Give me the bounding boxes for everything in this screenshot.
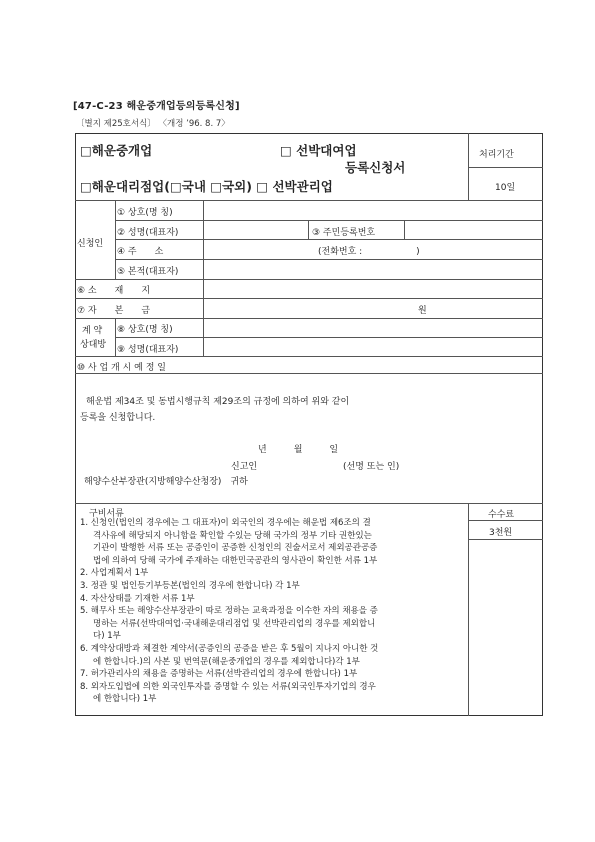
divider	[115, 337, 543, 338]
divider	[75, 318, 543, 319]
list-item: 3. 정관 및 법인등기부등본(법인의 경우에 한합니다) 각 1부	[80, 580, 300, 591]
business-name-label: ① 상호(명 칭)	[117, 208, 173, 218]
divider	[115, 239, 543, 240]
divider	[404, 220, 405, 239]
form-title: 등록신청서	[345, 160, 406, 175]
list-item: 에 한합니다) 1부	[93, 694, 157, 705]
document-id: [47-C-23 해운중개업등의등록신청]	[73, 101, 240, 112]
divider	[115, 220, 543, 221]
list-item: 1. 신청인(법인의 경우에는 그 대표자)이 외국인의 경우에는 해운법 제6조의 결	[80, 518, 371, 528]
divider	[468, 520, 543, 521]
processing-period-label: 처리기간	[479, 150, 514, 160]
divider	[115, 200, 116, 279]
list-item: 4. 자산상태를 기재한 서류 1부	[80, 593, 195, 604]
checkbox-shipping-brokerage[interactable]: □해운중개업	[80, 143, 153, 158]
registered-domicile-label: ⑤ 본적(대표자)	[117, 267, 179, 277]
address-label: ④ 주 소	[117, 247, 164, 257]
declaration-line-2: 등록을 신청합니다.	[80, 413, 156, 423]
list-item: 법에 의하여 당해 국가에 주재하는 대한민국공관의 영사관이 확인한 서류 1부	[93, 555, 378, 566]
list-item: 2. 사업계획서 1부	[80, 568, 149, 579]
divider	[468, 503, 469, 716]
divider	[75, 279, 543, 280]
contract-party-label-2: 상대방	[80, 340, 107, 350]
location-label: ⑥ 소 재 지	[77, 286, 151, 296]
divider	[115, 259, 543, 260]
resident-number-label: ③ 주민등록번호	[312, 228, 376, 238]
capital-label: ⑦ 자 본 금	[77, 306, 151, 316]
list-item: 기관이 발행한 서류 또는 공증인이 공증한 신청인의 진술서로서 제외공관공증	[93, 543, 378, 554]
checkbox-ship-leasing[interactable]: □ 선박대여업	[280, 143, 357, 158]
divider	[75, 200, 543, 201]
checkbox-shipping-agency[interactable]: □해운대리점업(□국내 □국외) □ 선박관리업	[80, 179, 333, 194]
contract-party-label-1: 계 약	[82, 326, 103, 336]
divider	[75, 298, 543, 299]
list-item: 8. 외자도입법에 의한 외국인투자를 증명할 수 있는 서류(외국인투자기업의 경우	[80, 681, 376, 692]
divider	[75, 373, 543, 374]
divider	[308, 220, 309, 239]
list-item: 6. 계약상대방과 체결한 계약서(공증인의 공증을 받은 후 5월이 지나지 아니한 것	[80, 643, 379, 654]
list-item: 다) 1부	[93, 631, 121, 642]
required-documents-list	[80, 517, 460, 706]
divider	[468, 167, 543, 168]
party-representative-label: ⑨ 성명(대표자)	[117, 345, 179, 355]
divider	[468, 133, 469, 200]
date-line: 년 월 일	[258, 445, 339, 455]
list-item: 5. 해무사 또는 해양수산부장관이 따로 정하는 교육과정을 이수한 자의 채용을 증	[80, 606, 378, 617]
divider	[115, 318, 116, 356]
business-start-date-label: ⑩ 사 업 개 시 예 정 일	[77, 363, 166, 373]
fee-label: 수수료	[488, 510, 515, 520]
list-item: 격사유에 해당되지 아니함을 확인할 수있는 당해 국가의 정부 기타 권한있는	[93, 530, 372, 541]
form-number: 〔별지 제25호서식〕 〈개정 ’96. 8. 7〉	[76, 119, 230, 129]
party-business-name-label: ⑧ 상호(명 칭)	[117, 325, 173, 335]
processing-period-value: 10일	[495, 183, 516, 193]
list-item: 7. 허가관리사의 채용을 증명하는 서류(선박관리업의 경우에 한합니다) 1부	[80, 669, 358, 680]
list-item: 명하는 서류(선박대여업·국내해운대리점업 및 선박관리업의 경우를 제외합니	[93, 618, 376, 629]
fee-value: 3천원	[489, 528, 513, 538]
applicant-sign-label: 신고인	[231, 462, 258, 472]
divider	[468, 539, 543, 540]
recipient-line: 해양수산부장관(지방해양수산청장) 귀하	[84, 477, 248, 487]
representative-name-label: ② 성명(대표자)	[117, 228, 179, 238]
divider	[75, 356, 543, 357]
divider	[75, 503, 543, 504]
divider	[203, 200, 204, 356]
declaration-line-1: 해운법 제34조 및 동법시행규칙 제29조의 규정에 의하여 위와 같이	[86, 397, 350, 407]
phone-number-field[interactable]: (전화번호 : )	[318, 247, 420, 257]
required-documents-title: 구비서류	[89, 509, 124, 519]
currency-unit: 원	[418, 306, 427, 316]
signature-hint: (선명 또는 인)	[343, 462, 400, 472]
applicant-group-label: 신청인	[77, 239, 104, 249]
list-item: 에 한합니다.)의 사본 및 번역문(해운중개업의 경우를 제외합니다)각 1부	[93, 656, 360, 667]
